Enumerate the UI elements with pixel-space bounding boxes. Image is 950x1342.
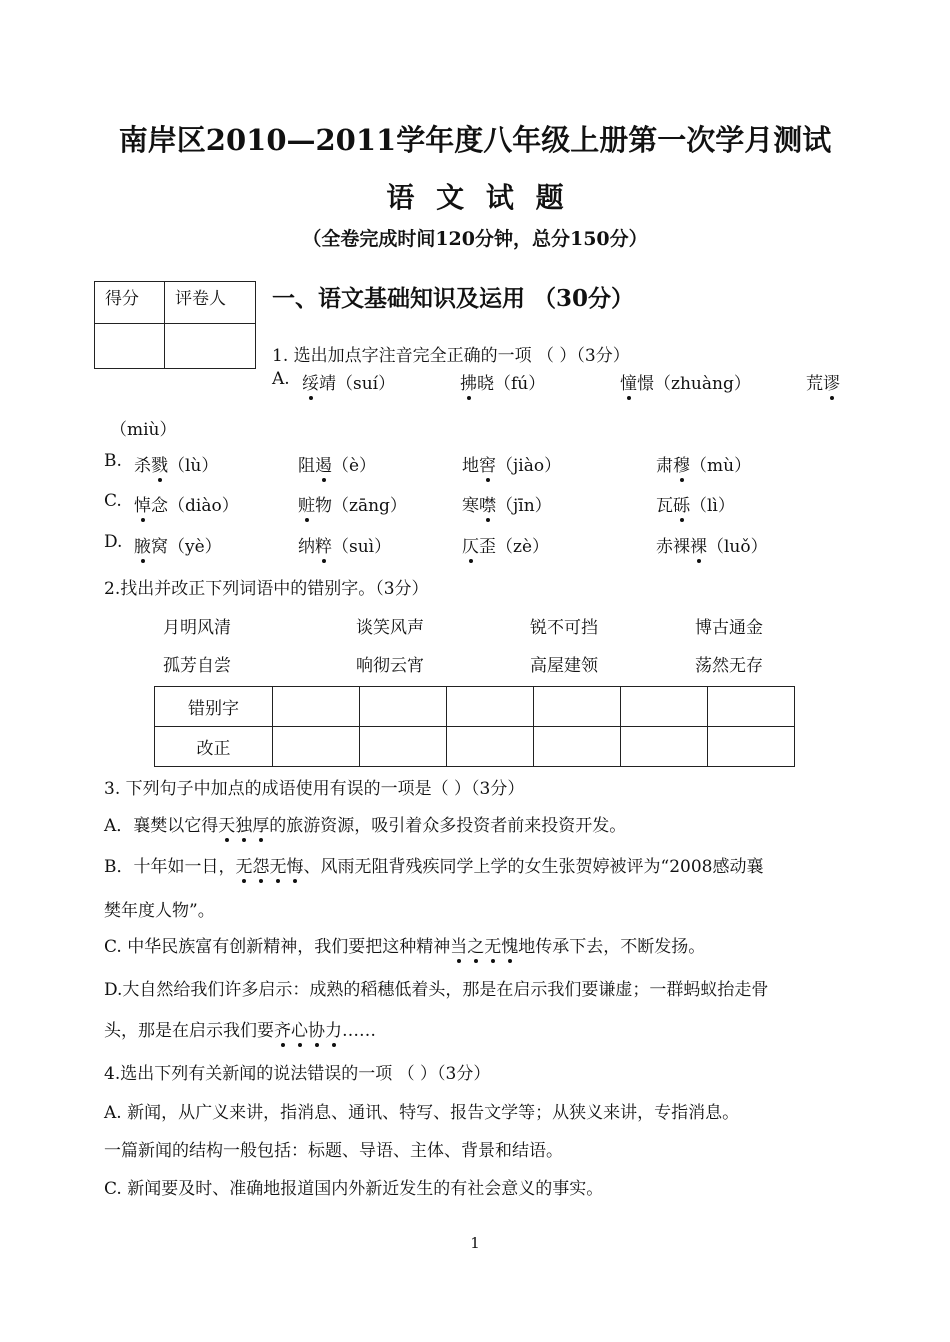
answer-cell[interactable] xyxy=(708,727,795,767)
answer-cell[interactable] xyxy=(621,727,708,767)
q1-option-b-item-2 xyxy=(298,451,376,476)
dotted-char: 腋 xyxy=(134,537,151,557)
pinyin: （jiào） xyxy=(496,456,562,476)
word-char: 赤 xyxy=(656,537,673,557)
pinyin: （luǒ） xyxy=(707,537,768,557)
q1-option-b-label: B. xyxy=(104,451,122,471)
answer-cell[interactable] xyxy=(708,687,795,727)
q2-word: 博古通金 xyxy=(695,618,763,638)
answer-cell[interactable] xyxy=(360,727,447,767)
dotted-idiom xyxy=(274,1021,342,1041)
q1-option-a-item-1 xyxy=(302,369,395,394)
dotted-char: 戮 xyxy=(151,456,168,476)
word-char: 寒 xyxy=(462,496,479,516)
dotted-char: 窖 xyxy=(479,456,496,476)
q1-option-b-item-1 xyxy=(134,451,218,476)
dotted-char: 噤 xyxy=(479,496,496,516)
score-cell[interactable] xyxy=(95,324,165,369)
answer-cell[interactable] xyxy=(273,687,360,727)
q3-option-d-line2: 头，那是在启示我们要齐心协力…… xyxy=(104,1021,376,1041)
word-char: 荒 xyxy=(806,374,823,394)
q1-option-a-wrap: （miù） xyxy=(110,420,177,440)
q1-option-d-item-4 xyxy=(656,532,768,557)
pinyin: （zè） xyxy=(496,537,550,557)
dotted-char: 赃 xyxy=(298,496,315,516)
word-char: 裸 xyxy=(673,537,690,557)
q3-option-a: A．襄樊以它得天独厚的旅游资源，吸引着众多投资者前来投资开发。 xyxy=(104,816,627,836)
word-char: 歪 xyxy=(479,537,496,557)
dotted-char: 谬 xyxy=(823,374,840,394)
pinyin: （zāng） xyxy=(332,496,407,516)
answer-cell[interactable] xyxy=(621,687,708,727)
grader-label: 评卷人 xyxy=(165,282,256,324)
q2-word: 响彻云宵 xyxy=(356,656,424,676)
exam-subject: 语 文 试 题 xyxy=(386,181,564,214)
dotted-char: 仄 xyxy=(462,537,479,557)
q1-option-b-item-4 xyxy=(656,451,751,476)
q3-option-d-line1: D.大自然给我们许多启示：成熟的稻穗低着头，那是在启示我们要谦虚；一群蚂蚁抬走骨 xyxy=(104,980,769,1000)
dotted-char: 裸 xyxy=(690,537,707,557)
pinyin: （zhuàng） xyxy=(654,374,751,394)
exam-note: （全卷完成时间120分钟，总分150分） xyxy=(302,228,648,250)
dotted-char: 力 xyxy=(325,1021,342,1041)
dotted-char: 砾 xyxy=(673,496,690,516)
q4-option-a: A. 新闻，从广义来讲，指消息、通讯、特写、报告文学等；从狭义来讲，专指消息。 xyxy=(104,1103,740,1123)
pinyin: （suì） xyxy=(332,537,392,557)
q3-option-b-wrap: 樊年度人物”。 xyxy=(104,901,215,921)
q2-word: 谈笑风声 xyxy=(356,618,424,638)
q1-option-a-item-4 xyxy=(806,369,840,394)
q1-option-a-item-2 xyxy=(460,369,545,394)
pinyin: （lù） xyxy=(168,456,219,476)
q1-option-c-item-1 xyxy=(134,491,239,516)
answer-cell[interactable] xyxy=(447,687,534,727)
dotted-char: 天 xyxy=(218,816,236,836)
q2-word: 高屋建领 xyxy=(530,656,598,676)
q3-stem: 3. 下列句子中加点的成语使用有误的一项是（ ）（3分） xyxy=(104,779,525,799)
q2-stem: 2.找出并改正下列词语中的错别字。（3分） xyxy=(104,579,429,599)
grader-cell[interactable] xyxy=(165,324,256,369)
dotted-char: 怨 xyxy=(252,857,270,877)
exam-title: 南岸区2010—2011学年度八年级上册第一次学月测试 xyxy=(118,123,832,157)
dotted-char: 无 xyxy=(235,857,253,877)
word-char: 念 xyxy=(151,496,168,516)
dotted-char: 悔 xyxy=(286,857,304,877)
dotted-char: 遏 xyxy=(315,456,332,476)
pinyin: （diào） xyxy=(168,496,239,516)
word-char: 窝 xyxy=(151,537,168,557)
q1-option-c-item-4 xyxy=(656,491,735,516)
dotted-char: 粹 xyxy=(315,537,332,557)
dotted-idiom xyxy=(236,857,304,877)
dotted-char: 无 xyxy=(269,857,287,877)
answer-cell[interactable] xyxy=(534,727,621,767)
answer-cell[interactable] xyxy=(360,687,447,727)
q4-option-b: 一篇新闻的结构一般包括：标题、导语、主体、背景和结语。 xyxy=(104,1141,563,1161)
row-label: 错别字 xyxy=(155,687,273,727)
q1-option-d-item-2 xyxy=(298,532,391,557)
dotted-char: 愧 xyxy=(501,937,519,957)
pinyin: （suí） xyxy=(336,374,396,394)
pinyin: （mù） xyxy=(690,456,752,476)
q1-option-d-label: D. xyxy=(104,532,123,552)
q1-option-d-item-1 xyxy=(134,532,222,557)
score-label: 得分 xyxy=(95,282,165,324)
dotted-char: 悼 xyxy=(134,496,151,516)
word-char: 憬 xyxy=(637,374,654,394)
q1-option-d-item-3 xyxy=(462,532,549,557)
dotted-idiom xyxy=(450,937,518,957)
word-char: 晓 xyxy=(477,374,494,394)
dotted-idiom xyxy=(218,816,269,836)
q2-word: 荡然无存 xyxy=(695,656,763,676)
pinyin: （è） xyxy=(332,456,377,476)
word-char: 瓦 xyxy=(656,496,673,516)
score-box xyxy=(94,281,256,369)
q1-stem: 1. 选出加点字注音完全正确的一项 （ ）（3分） xyxy=(272,346,630,366)
dotted-char: 绥 xyxy=(302,374,319,394)
page-number: 1 xyxy=(470,1234,480,1252)
pinyin: （yè） xyxy=(168,537,222,557)
dotted-char: 厚 xyxy=(252,816,270,836)
word-char: 阻 xyxy=(298,456,315,476)
row-label: 改正 xyxy=(155,727,273,767)
dotted-char: 无 xyxy=(484,937,502,957)
pinyin: （jīn） xyxy=(496,496,552,516)
q2-answer-table xyxy=(154,686,795,767)
dotted-char: 之 xyxy=(467,937,485,957)
q1-option-c-item-3 xyxy=(462,491,552,516)
pinyin: （lì） xyxy=(690,496,735,516)
q3-option-b: B．十年如一日，无怨无悔、风雨无阻背残疾同学上学的女生张贺婷被评为“2008感动襄 xyxy=(104,857,764,877)
word-char: 肃 xyxy=(656,456,673,476)
word-char: 纳 xyxy=(298,537,315,557)
word-char: 靖 xyxy=(319,374,336,394)
q1-option-c-item-2 xyxy=(298,491,407,516)
q1-option-a-item-3 xyxy=(620,369,751,394)
q2-word: 孤芳自尝 xyxy=(163,656,231,676)
pinyin: （fú） xyxy=(494,374,546,394)
q2-word: 锐不可挡 xyxy=(530,618,598,638)
dotted-char: 穆 xyxy=(673,456,690,476)
q2-word: 月明风清 xyxy=(163,618,231,638)
dotted-char: 协 xyxy=(308,1021,325,1041)
dotted-char: 独 xyxy=(235,816,253,836)
word-char: 地 xyxy=(462,456,479,476)
q4-option-c: C. 新闻要及时、准确地报道国内外新近发生的有社会意义的事实。 xyxy=(104,1179,604,1199)
dotted-char: 拂 xyxy=(460,374,477,394)
dotted-char: 心 xyxy=(291,1021,308,1041)
section-1-title: 一、语文基础知识及运用 （30分） xyxy=(272,285,635,312)
dotted-char: 当 xyxy=(450,937,468,957)
dotted-char: 齐 xyxy=(274,1021,291,1041)
q1-option-b-item-3 xyxy=(462,451,561,476)
word-char: 杀 xyxy=(134,456,151,476)
q1-option-a-label: A. xyxy=(272,369,290,389)
q4-stem: 4.选出下列有关新闻的说法错误的一项 （ ）（3分） xyxy=(104,1064,491,1084)
answer-cell[interactable] xyxy=(534,687,621,727)
q3-option-c: C. 中华民族富有创新精神，我们要把这种精神当之无愧地传承下去，不断发扬。 xyxy=(104,937,706,957)
answer-cell[interactable] xyxy=(273,727,360,767)
answer-cell[interactable] xyxy=(447,727,534,767)
q1-option-c-label: C. xyxy=(104,491,122,511)
word-char: 物 xyxy=(315,496,332,516)
dotted-char: 憧 xyxy=(620,374,637,394)
